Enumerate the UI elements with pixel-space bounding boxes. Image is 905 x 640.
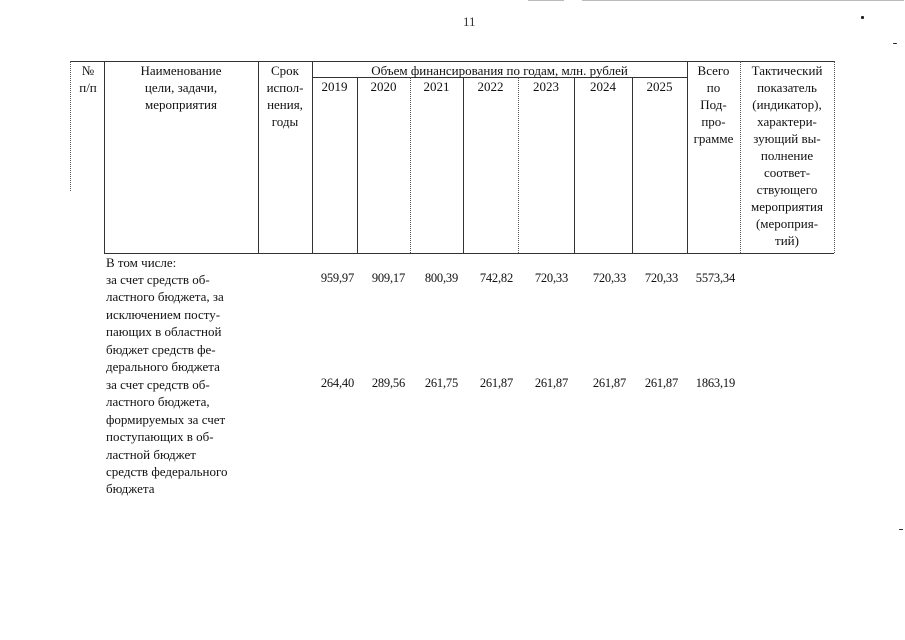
row-value: 261,87: [592, 376, 626, 390]
scan-artifact-line: [528, 0, 564, 1]
row-total: 1863,19: [695, 376, 735, 390]
col-divider: [632, 77, 633, 253]
scan-artifact-speck: [899, 529, 903, 530]
header-financing: Объем финансирования по годам, млн. рублей: [371, 63, 628, 78]
col-divider: [574, 77, 575, 253]
header-year: 2024: [590, 79, 616, 94]
row-value: 720,33: [534, 271, 568, 285]
header-num: № п/п: [79, 63, 97, 95]
row-value: 959,97: [320, 271, 354, 285]
row-value: 261,87: [644, 376, 678, 390]
col-divider: [463, 77, 464, 253]
row-value: 261,87: [479, 376, 513, 390]
header-term: Срок испол- нения, годы: [266, 63, 304, 129]
header-indicator: Тактический показатель (индикатор), характери- зующий вы- полнение соответ- ствующего мероприятия (мероприя- тий): [750, 63, 823, 248]
row-value: 261,87: [534, 376, 568, 390]
col-divider: [518, 77, 519, 253]
header-year: 2023: [533, 79, 559, 94]
page-number: 11: [463, 14, 476, 29]
header-total: Всего по Под- про- грамме: [693, 63, 734, 146]
row-value: 742,82: [479, 271, 513, 285]
header-name: Наименование цели, задачи, мероприятия: [140, 63, 222, 112]
row-total: 5573,34: [695, 271, 735, 285]
row-label: за счет средств об- ластного бюджета, за исключением посту- пающих в областной бюджет средств фе- дерального бюджета: [106, 272, 224, 375]
col-divider: [410, 77, 411, 253]
row-value: 800,39: [424, 271, 458, 285]
row-value: 909,17: [371, 271, 405, 285]
header-year: 2021: [423, 79, 450, 94]
header-year: 2022: [477, 79, 504, 94]
scan-artifact-line: [582, 0, 904, 1]
col-divider: [357, 77, 358, 253]
scan-artifact-speck: [893, 43, 897, 44]
row-value: 289,56: [371, 376, 405, 390]
header-year: 2019: [321, 79, 348, 94]
row-value: 720,33: [644, 271, 678, 285]
row-value: 720,33: [592, 271, 626, 285]
header-year: 2025: [646, 79, 673, 94]
row-value: 261,75: [424, 376, 458, 390]
col-divider: [834, 61, 835, 253]
header-year: 2020: [370, 79, 397, 94]
row-value: 264,40: [320, 376, 354, 390]
scan-artifact-speck: [861, 16, 864, 19]
row-label: за счет средств об- ластного бюджета, формируемых за счет поступающих в об- ластной бюджет средств федерального бюджета: [106, 377, 228, 497]
intro-label: В том числе:: [106, 255, 177, 270]
col-divider: [70, 61, 71, 191]
